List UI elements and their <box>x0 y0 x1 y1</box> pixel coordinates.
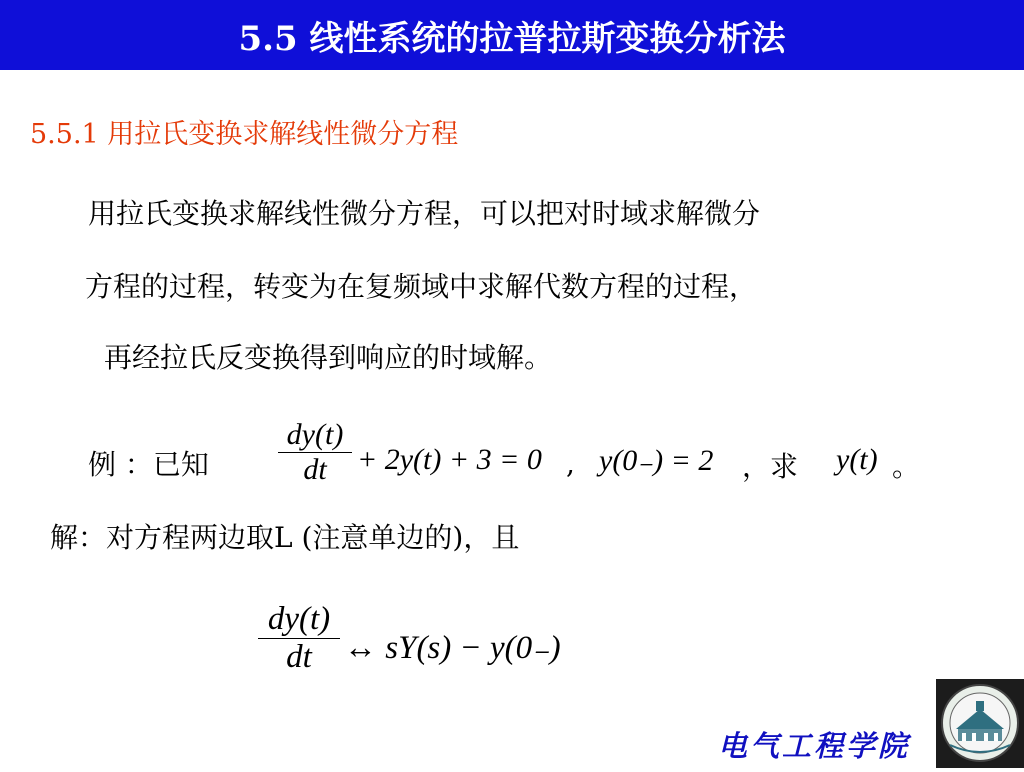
example-period: 。 <box>892 450 921 483</box>
fraction-denominator: dt <box>278 452 352 487</box>
target-function: y(t) <box>836 443 878 476</box>
solution-derivative-fraction <box>258 601 340 676</box>
example-comma: , <box>566 447 575 480</box>
fraction-denominator: dt <box>258 638 340 676</box>
example-derivative-fraction <box>278 418 352 487</box>
seek-label: ，求 <box>742 450 799 483</box>
section-heading: 5.5.1 用拉氏变换求解线性微分方程 <box>30 119 459 150</box>
footer-school-name: 电气工程学院 <box>718 729 911 763</box>
title-bar <box>0 0 1024 70</box>
example-label: 例 ：已知 <box>88 448 209 481</box>
slide-title: 5.5 线性系统的拉普拉斯变换分析法 <box>238 18 786 59</box>
example-equation-rest: + 2y(t) + 3 = 0 <box>357 443 542 476</box>
paragraph-line-3: 再经拉氏反变换得到响应的时域解。 <box>104 341 553 374</box>
fraction-numerator: dy(t) <box>267 601 331 637</box>
initial-condition: y(0₋) = 2 <box>599 444 714 477</box>
fraction-numerator: dy(t) <box>286 418 344 451</box>
paragraph-line-2: 方程的过程，转变为在复频域中求解代数方程的过程， <box>85 270 758 303</box>
university-emblem-icon <box>936 679 1024 768</box>
paragraph-line-1: 用拉氏变换求解线性微分方程，可以把对时域求解微分 <box>88 197 761 230</box>
emblem-graphic <box>936 679 1024 768</box>
solution-text: 解：对方程两边取L (注意单边的)，且 <box>50 521 520 554</box>
laplace-transform-pair: ↔ sY(s) − y(0₋) <box>344 630 561 666</box>
